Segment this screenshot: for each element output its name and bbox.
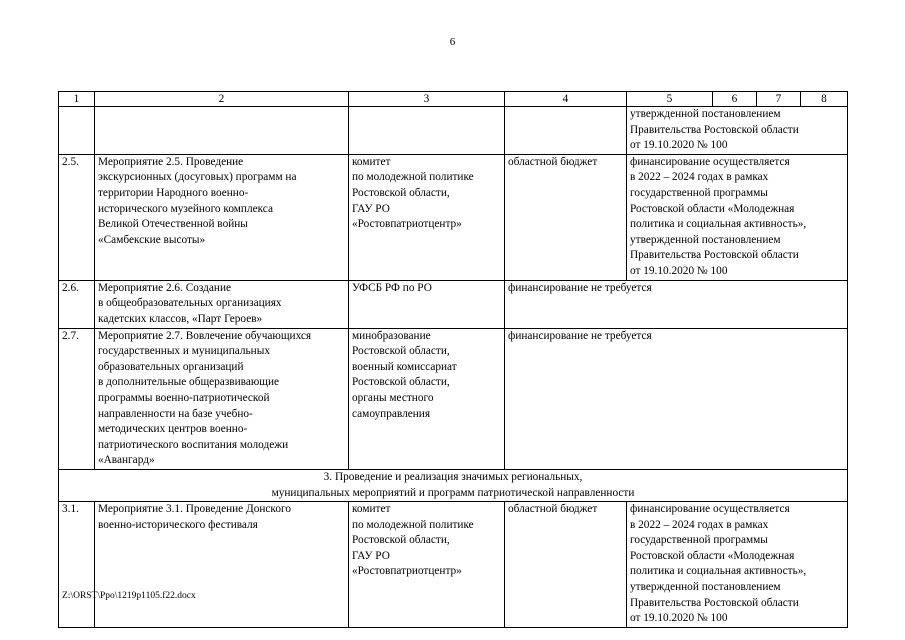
funding-line: государственной программы: [630, 186, 768, 199]
event-cell: [95, 154, 349, 280]
table-row: [59, 107, 848, 155]
row-number-cell: 3.1.: [59, 502, 95, 628]
column-header: 2: [95, 92, 349, 107]
executor-line: Ростовской области,: [352, 186, 450, 199]
executor-line: Ростовской области,: [352, 376, 450, 389]
funding-cell: [627, 107, 848, 155]
column-header: 1: [59, 92, 95, 107]
event-line: программы военно-патриотической: [98, 391, 270, 404]
funding-line: государственной программы: [630, 534, 768, 547]
section-heading-row: [59, 469, 848, 501]
event-line: экскурсионных (досуговых) программ на: [98, 171, 297, 184]
section-heading-line: 3. Проведение и реализация значимых региональных,: [323, 470, 583, 483]
event-line: «Авангард»: [98, 454, 155, 467]
column-header: 6: [713, 92, 757, 107]
page-number: 6: [449, 36, 456, 48]
funding-line: Ростовской области «Молодежная: [630, 549, 795, 562]
column-header-row: [59, 92, 848, 107]
source-cell: областной бюджет: [505, 154, 627, 280]
event-line: направленности на базе учебно-: [98, 407, 253, 420]
event-line: в общеобразовательных организациях: [98, 297, 282, 310]
funding-line: Правительства Ростовской области: [630, 123, 799, 136]
funding-cell: [627, 154, 848, 280]
executor-line: комитет: [352, 155, 391, 168]
event-line: образовательных организаций: [98, 360, 244, 373]
event-line: территории Народного военно-: [98, 186, 249, 199]
table-row: [59, 154, 848, 280]
event-line: военно-исторического фестиваля: [98, 518, 258, 531]
funding-line: от 19.10.2020 № 100: [630, 139, 728, 152]
funding-line: утвержденной постановлением: [630, 581, 781, 594]
executor-line: военный комиссариат: [352, 360, 457, 373]
funding-line: политика и социальная активность»,: [630, 565, 807, 578]
executor-cell: [349, 154, 505, 280]
funding-cell: [627, 502, 848, 628]
executor-line: ГАУ РО: [352, 202, 390, 215]
event-line: исторического музейного комплекса: [98, 202, 273, 215]
event-line: кадетских классов, «Парт Героев»: [98, 312, 263, 325]
source-cell: областной бюджет: [505, 502, 627, 628]
funding-line: Ростовской области «Молодежная: [630, 202, 795, 215]
event-cell: [95, 328, 349, 469]
funding-line: политика и социальная активность»,: [630, 218, 807, 231]
funding-cell: финансирование не требуется: [505, 280, 848, 328]
event-line: Мероприятие 2.6. Создание: [98, 281, 232, 294]
funding-cell: финансирование не требуется: [505, 328, 848, 469]
source-cell: [505, 107, 627, 155]
event-cell: [95, 107, 349, 155]
column-header: 4: [505, 92, 627, 107]
executor-line: «Ростовпатриотцентр»: [352, 565, 462, 578]
section-heading-line: муниципальных мероприятий и программ патриотической направленности: [271, 486, 635, 499]
column-header: 7: [757, 92, 801, 107]
executor-line: комитет: [352, 503, 391, 516]
funding-line: Правительства Ростовской области: [630, 249, 799, 262]
executor-line: по молодежной политике: [352, 518, 474, 531]
executor-line: «Ростовпатриотцентр»: [352, 218, 462, 231]
column-header: 3: [349, 92, 505, 107]
event-line: Мероприятие 2.7. Вовлечение обучающихся: [98, 329, 312, 342]
measures-table: [58, 91, 848, 628]
funding-line: от 19.10.2020 № 100: [630, 264, 728, 277]
funding-line: финансирование осуществляется: [630, 503, 790, 516]
executor-line: ГАУ РО: [352, 549, 390, 562]
event-line: государственных и муниципальных: [98, 345, 270, 358]
executor-cell: [349, 502, 505, 628]
event-cell: [95, 502, 349, 628]
executor-line: Ростовской области,: [352, 534, 450, 547]
funding-line: утвержденной постановлением: [630, 233, 781, 246]
file-path-footer: Z:\ORST\Ppo\1219p1105.f22.docx: [62, 591, 196, 601]
event-line: в дополнительные общеразвивающие: [98, 376, 280, 389]
funding-line: от 19.10.2020 № 100: [630, 612, 728, 625]
table-row: [59, 502, 848, 628]
row-number-cell: 2.7.: [59, 328, 95, 469]
executor-cell: [349, 107, 505, 155]
funding-line: утвержденной постановлением: [630, 108, 781, 120]
event-line: патриотического воспитания молодежи: [98, 438, 289, 451]
table-row: [59, 328, 848, 469]
executor-line: по молодежной политике: [352, 171, 474, 184]
event-line: «Самбекские высоты»: [98, 233, 206, 246]
executor-line: минобразование: [352, 329, 431, 342]
event-line: Великой Отечественной войны: [98, 218, 248, 231]
funding-line: финансирование осуществляется: [630, 155, 790, 168]
executor-cell: [349, 280, 505, 328]
executor-cell: [349, 328, 505, 469]
column-header: 8: [801, 92, 848, 107]
executor-line: самоуправления: [352, 407, 431, 420]
section-heading: [59, 469, 848, 501]
executor-line: органы местного: [352, 391, 434, 404]
event-line: Мероприятие 2.5. Проведение: [98, 155, 244, 168]
event-line: методических центров военно-: [98, 423, 248, 436]
executor-line: УФСБ РФ по РО: [352, 281, 432, 294]
row-number-cell: [59, 107, 95, 155]
funding-line: в 2022 – 2024 годах в рамках: [630, 518, 769, 531]
funding-line: Правительства Ростовской области: [630, 596, 799, 609]
table-row: [59, 280, 848, 328]
row-number-cell: 2.6.: [59, 280, 95, 328]
executor-line: Ростовской области,: [352, 345, 450, 358]
funding-line: в 2022 – 2024 годах в рамках: [630, 171, 769, 184]
column-header: 5: [627, 92, 713, 107]
event-cell: [95, 280, 349, 328]
row-number-cell: 2.5.: [59, 154, 95, 280]
event-line: Мероприятие 3.1. Проведение Донского: [98, 503, 291, 516]
